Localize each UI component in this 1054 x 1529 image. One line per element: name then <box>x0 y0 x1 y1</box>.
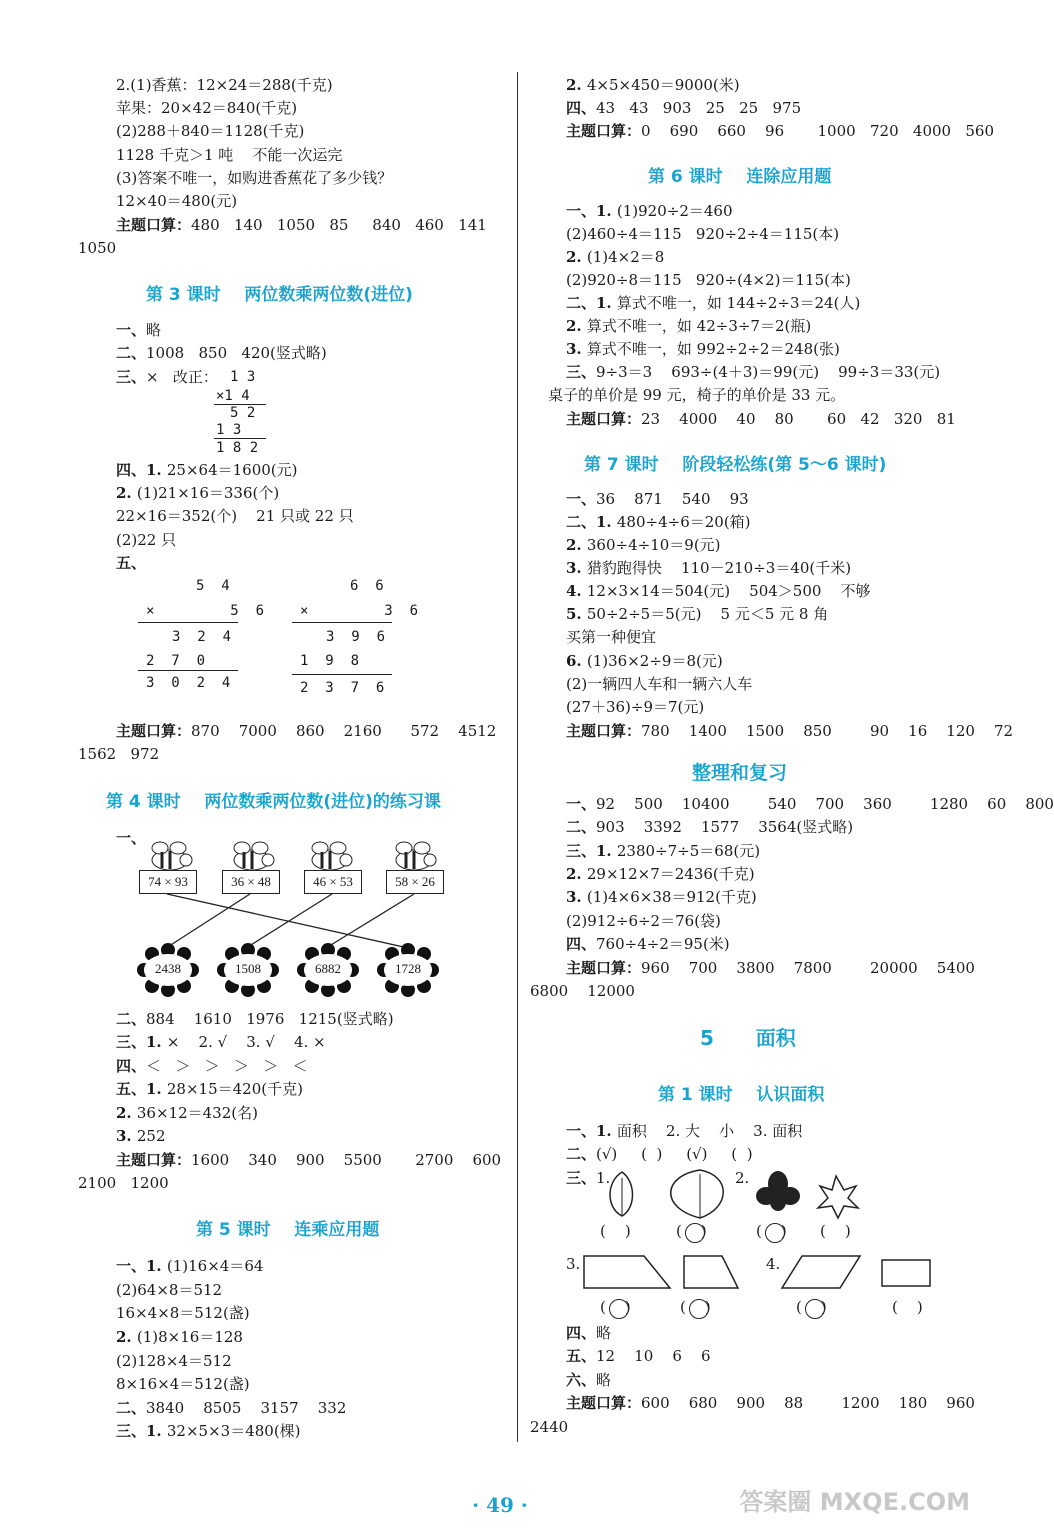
text-line: 五、 <box>116 554 147 572</box>
text-line: 2. (1)4×2＝8 <box>566 248 665 266</box>
circle-mark <box>609 1299 629 1319</box>
vertical-calc-row: 5 2 <box>230 405 256 421</box>
text-line: 一、略 <box>116 321 162 339</box>
vertical-calc-row: 6 6 <box>350 578 384 594</box>
text-line: 3. 252 <box>116 1127 166 1145</box>
answer-paren: ( ) <box>796 1298 827 1316</box>
text-line: 3. (1)4×6×38＝912(千克) <box>566 888 757 906</box>
text-line: 2. (1)21×16＝336(个) <box>116 484 280 502</box>
text-line: (2)912÷6÷2＝76(袋) <box>566 912 721 930</box>
leaf-shapes <box>600 1168 870 1220</box>
vertical-calc-row: 1 9 8 <box>300 653 360 669</box>
text-line: 三、1. × 2. √ 3. √ 4. × <box>116 1033 326 1051</box>
text-line: 三、1. 2380÷7÷5＝68(元) <box>566 842 761 860</box>
bee-icon <box>234 842 274 870</box>
text-line: 4. <box>766 1255 781 1273</box>
vertical-calc-row: × 5 6 <box>146 603 265 619</box>
text-line: 六、略 <box>566 1371 612 1389</box>
text-line: 四、＜ ＞ ＞ ＞ ＞ ＜ <box>116 1057 308 1075</box>
text-line: 三、1. 32×5×3＝480(棵) <box>116 1422 301 1440</box>
vertical-calc-row: ×1 4 <box>216 388 250 404</box>
text-line: 2. (1)8×16＝128 <box>116 1328 243 1346</box>
text-line: 主题口算：23 4000 40 80 60 42 320 81 <box>566 410 956 428</box>
text-line: 主题口算：870 7000 860 2160 572 4512 <box>116 722 497 740</box>
text-line: 三、× 改正： <box>116 368 218 386</box>
text-line: 2. 36×12＝432(名) <box>116 1104 258 1122</box>
text-line: 6. (1)36×2÷9＝8(元) <box>566 652 723 670</box>
answer-paren: ( ) <box>680 1298 711 1316</box>
text-line: (2)288＋840＝1128(千克) <box>116 122 305 140</box>
vertical-calc-row: 3 9 6 <box>326 629 386 645</box>
text-line: (2)920÷8＝115 920÷(4×2)＝115(本) <box>566 271 851 289</box>
text-line: 2. 29×12×7＝2436(千克) <box>566 865 755 883</box>
text-line: 1050 <box>78 239 117 257</box>
calc-rule <box>138 622 238 623</box>
matching-lines <box>130 892 460 952</box>
text-line: 1128 千克＞1 吨 不能一次运完 <box>116 146 343 164</box>
text-line: 一、 <box>116 829 147 847</box>
text-line: (27＋36)÷9＝7(元) <box>566 698 705 716</box>
text-line: 2. 360÷4÷10＝9(元) <box>566 536 721 554</box>
text-line: (2)22 只 <box>116 531 177 549</box>
text-line: 2. <box>735 1169 750 1187</box>
vertical-calc-row: 2 7 0 <box>146 653 206 669</box>
watermark: 答案圈 MXQE.COM <box>739 1488 970 1516</box>
text-line: 一、1. (1)16×4＝64 <box>116 1257 264 1275</box>
vertical-calc-row: 3 0 2 4 <box>146 675 231 691</box>
text-line: 四、760÷4÷2＝95(米) <box>566 935 730 953</box>
text-line: 买第一种便宜 <box>566 628 657 646</box>
text-line: 五、1. 28×15＝420(千克) <box>116 1080 303 1098</box>
circle-mark <box>685 1223 705 1243</box>
text-line: 一、1. (1)920÷2＝460 <box>566 202 733 220</box>
expression-box: 36 × 48 <box>222 870 280 894</box>
text-line: 主题口算：960 700 3800 7800 20000 5400 <box>566 959 975 977</box>
text-line: 2.(1)香蕉：12×24＝288(千克) <box>116 76 333 94</box>
calc-rule <box>292 674 392 675</box>
vertical-calc-row: 1 3 <box>216 422 242 438</box>
text-line: 桌子的单价是 99 元，椅子的单价是 33 元。 <box>548 386 846 404</box>
calc-rule <box>292 622 392 623</box>
vertical-calc-row: 3 2 4 <box>172 629 232 645</box>
section-heading: 整理和复习 <box>692 762 788 784</box>
text-line: 二、(√) ( ) (√) ( ) <box>566 1145 753 1163</box>
text-line: 16×4×8＝512(盏) <box>116 1304 250 1322</box>
section-heading: 第 1 课时 认识面积 <box>658 1085 825 1105</box>
circle-mark <box>805 1299 825 1319</box>
text-line: 苹果：20×42＝840(千克) <box>116 99 298 117</box>
text-line: 一、1. 面积 2. 大 小 3. 面积 <box>566 1122 803 1140</box>
answer-paren: ( ) <box>756 1222 787 1240</box>
text-line: 22×16＝352(个) 21 只或 22 只 <box>116 507 354 525</box>
bee-icon <box>152 842 192 870</box>
text-line: 12×40＝480(元) <box>116 192 238 210</box>
flower-label: 1508 <box>235 961 261 976</box>
expression-box: 58 × 26 <box>386 870 444 894</box>
text-line: 2440 <box>530 1418 569 1436</box>
bee-icon <box>312 842 352 870</box>
vertical-calc-row: × 3 6 <box>300 603 419 619</box>
text-line: 主题口算：480 140 1050 85 840 460 141 <box>116 216 487 234</box>
flower-label: 6882 <box>315 961 341 976</box>
expression-box: 74 × 93 <box>139 870 197 894</box>
text-line: 二、1. 480÷4÷6＝20(箱) <box>566 513 751 531</box>
column-divider <box>517 72 518 1442</box>
text-line: 二、1008 850 420(竖式略) <box>116 344 327 362</box>
answer-paren: ( ) <box>600 1222 631 1240</box>
flower-label: 2438 <box>155 961 181 976</box>
section-heading: 第 4 课时 两位数乘两位数(进位)的练习课 <box>106 792 441 812</box>
section-heading: 第 6 课时 连除应用题 <box>648 167 832 187</box>
text-line: 三、9÷3＝3 693÷(4＋3)＝99(元) 99÷3＝33(元) <box>566 363 941 381</box>
text-line: 四、1. 25×64＝1600(元) <box>116 461 298 479</box>
text-line: 三、1. <box>566 1169 611 1187</box>
vertical-calc-row: 2 3 7 6 <box>300 680 385 696</box>
text-line: 四、43 43 903 25 25 975 <box>566 99 802 117</box>
text-line: 五、12 10 6 6 <box>566 1347 711 1365</box>
text-line: 2. 4×5×450＝9000(米) <box>566 76 740 94</box>
circle-mark <box>765 1223 785 1243</box>
text-line: 3. <box>566 1255 581 1273</box>
text-line: 二、884 1610 1976 1215(竖式略) <box>116 1010 394 1028</box>
text-line: 一、36 871 540 93 <box>566 490 749 508</box>
answer-paren: ( ) <box>892 1298 923 1316</box>
text-line: 二、3840 8505 3157 332 <box>116 1399 347 1417</box>
text-line: 主题口算：0 690 660 96 1000 720 4000 560 <box>566 122 995 140</box>
text-line: 主题口算：1600 340 900 5500 2700 600 <box>116 1151 502 1169</box>
text-line: (2)一辆四人车和一辆六人车 <box>566 675 753 693</box>
answer-paren: ( ) <box>820 1222 851 1240</box>
text-line: (2)460÷4＝115 920÷2÷4＝115(本) <box>566 225 840 243</box>
text-line: (2)64×8＝512 <box>116 1281 223 1299</box>
text-line: (2)128×4＝512 <box>116 1352 232 1370</box>
text-line: 主题口算：600 680 900 88 1200 180 960 <box>566 1394 975 1412</box>
vertical-calc-row: 1 3 <box>230 369 256 385</box>
section-heading: 第 5 课时 连乘应用题 <box>196 1220 380 1240</box>
page-number: · 49 · <box>472 1493 528 1517</box>
text-line: 2. 算式不唯一，如 42÷3÷7＝2(瓶) <box>566 317 812 335</box>
text-line: 一、92 500 10400 540 700 360 1280 60 800 <box>566 795 1054 813</box>
text-line: 主题口算：780 1400 1500 850 90 16 120 72 <box>566 722 1014 740</box>
text-line: 二、1. 算式不唯一，如 144÷2÷3＝24(人) <box>566 294 861 312</box>
circle-mark <box>689 1299 709 1319</box>
answer-paren: ( ) <box>600 1298 631 1316</box>
text-line: (3)答案不唯一，如购进香蕉花了多少钱？ <box>116 169 393 187</box>
text-line: 5. 50÷2÷5＝5(元) 5 元＜5 元 8 角 <box>566 605 829 623</box>
vertical-calc-row: 5 4 <box>196 578 230 594</box>
expression-box: 46 × 53 <box>304 870 362 894</box>
text-line: 3. 算式不唯一，如 992÷2÷2＝248(张) <box>566 340 840 358</box>
text-line: 3. 猎豹跑得快 110－210÷3＝40(千米) <box>566 559 852 577</box>
chapter-heading: 5 面积 <box>700 1026 796 1050</box>
flower-label: 1728 <box>395 961 421 976</box>
text-line: 8×16×4＝512(盏) <box>116 1375 250 1393</box>
text-line: 二、903 3392 1577 3564(竖式略) <box>566 818 854 836</box>
section-heading: 第 7 课时 阶段轻松练(第 5～6 课时) <box>584 455 887 475</box>
text-line: 2100 1200 <box>78 1174 169 1192</box>
calc-rule <box>138 670 238 671</box>
section-heading: 第 3 课时 两位数乘两位数(进位) <box>146 285 413 305</box>
answer-paren: ( ) <box>676 1222 707 1240</box>
text-line: 6800 12000 <box>530 982 635 1000</box>
polygon-shapes <box>580 1252 940 1292</box>
text-line: 1562 972 <box>78 745 160 763</box>
text-line: 四、略 <box>566 1324 612 1342</box>
bee-icon <box>396 842 436 870</box>
vertical-calc-row: 1 8 2 <box>216 440 259 456</box>
text-line: 4. 12×3×14＝504(元) 504＞500 不够 <box>566 582 871 600</box>
